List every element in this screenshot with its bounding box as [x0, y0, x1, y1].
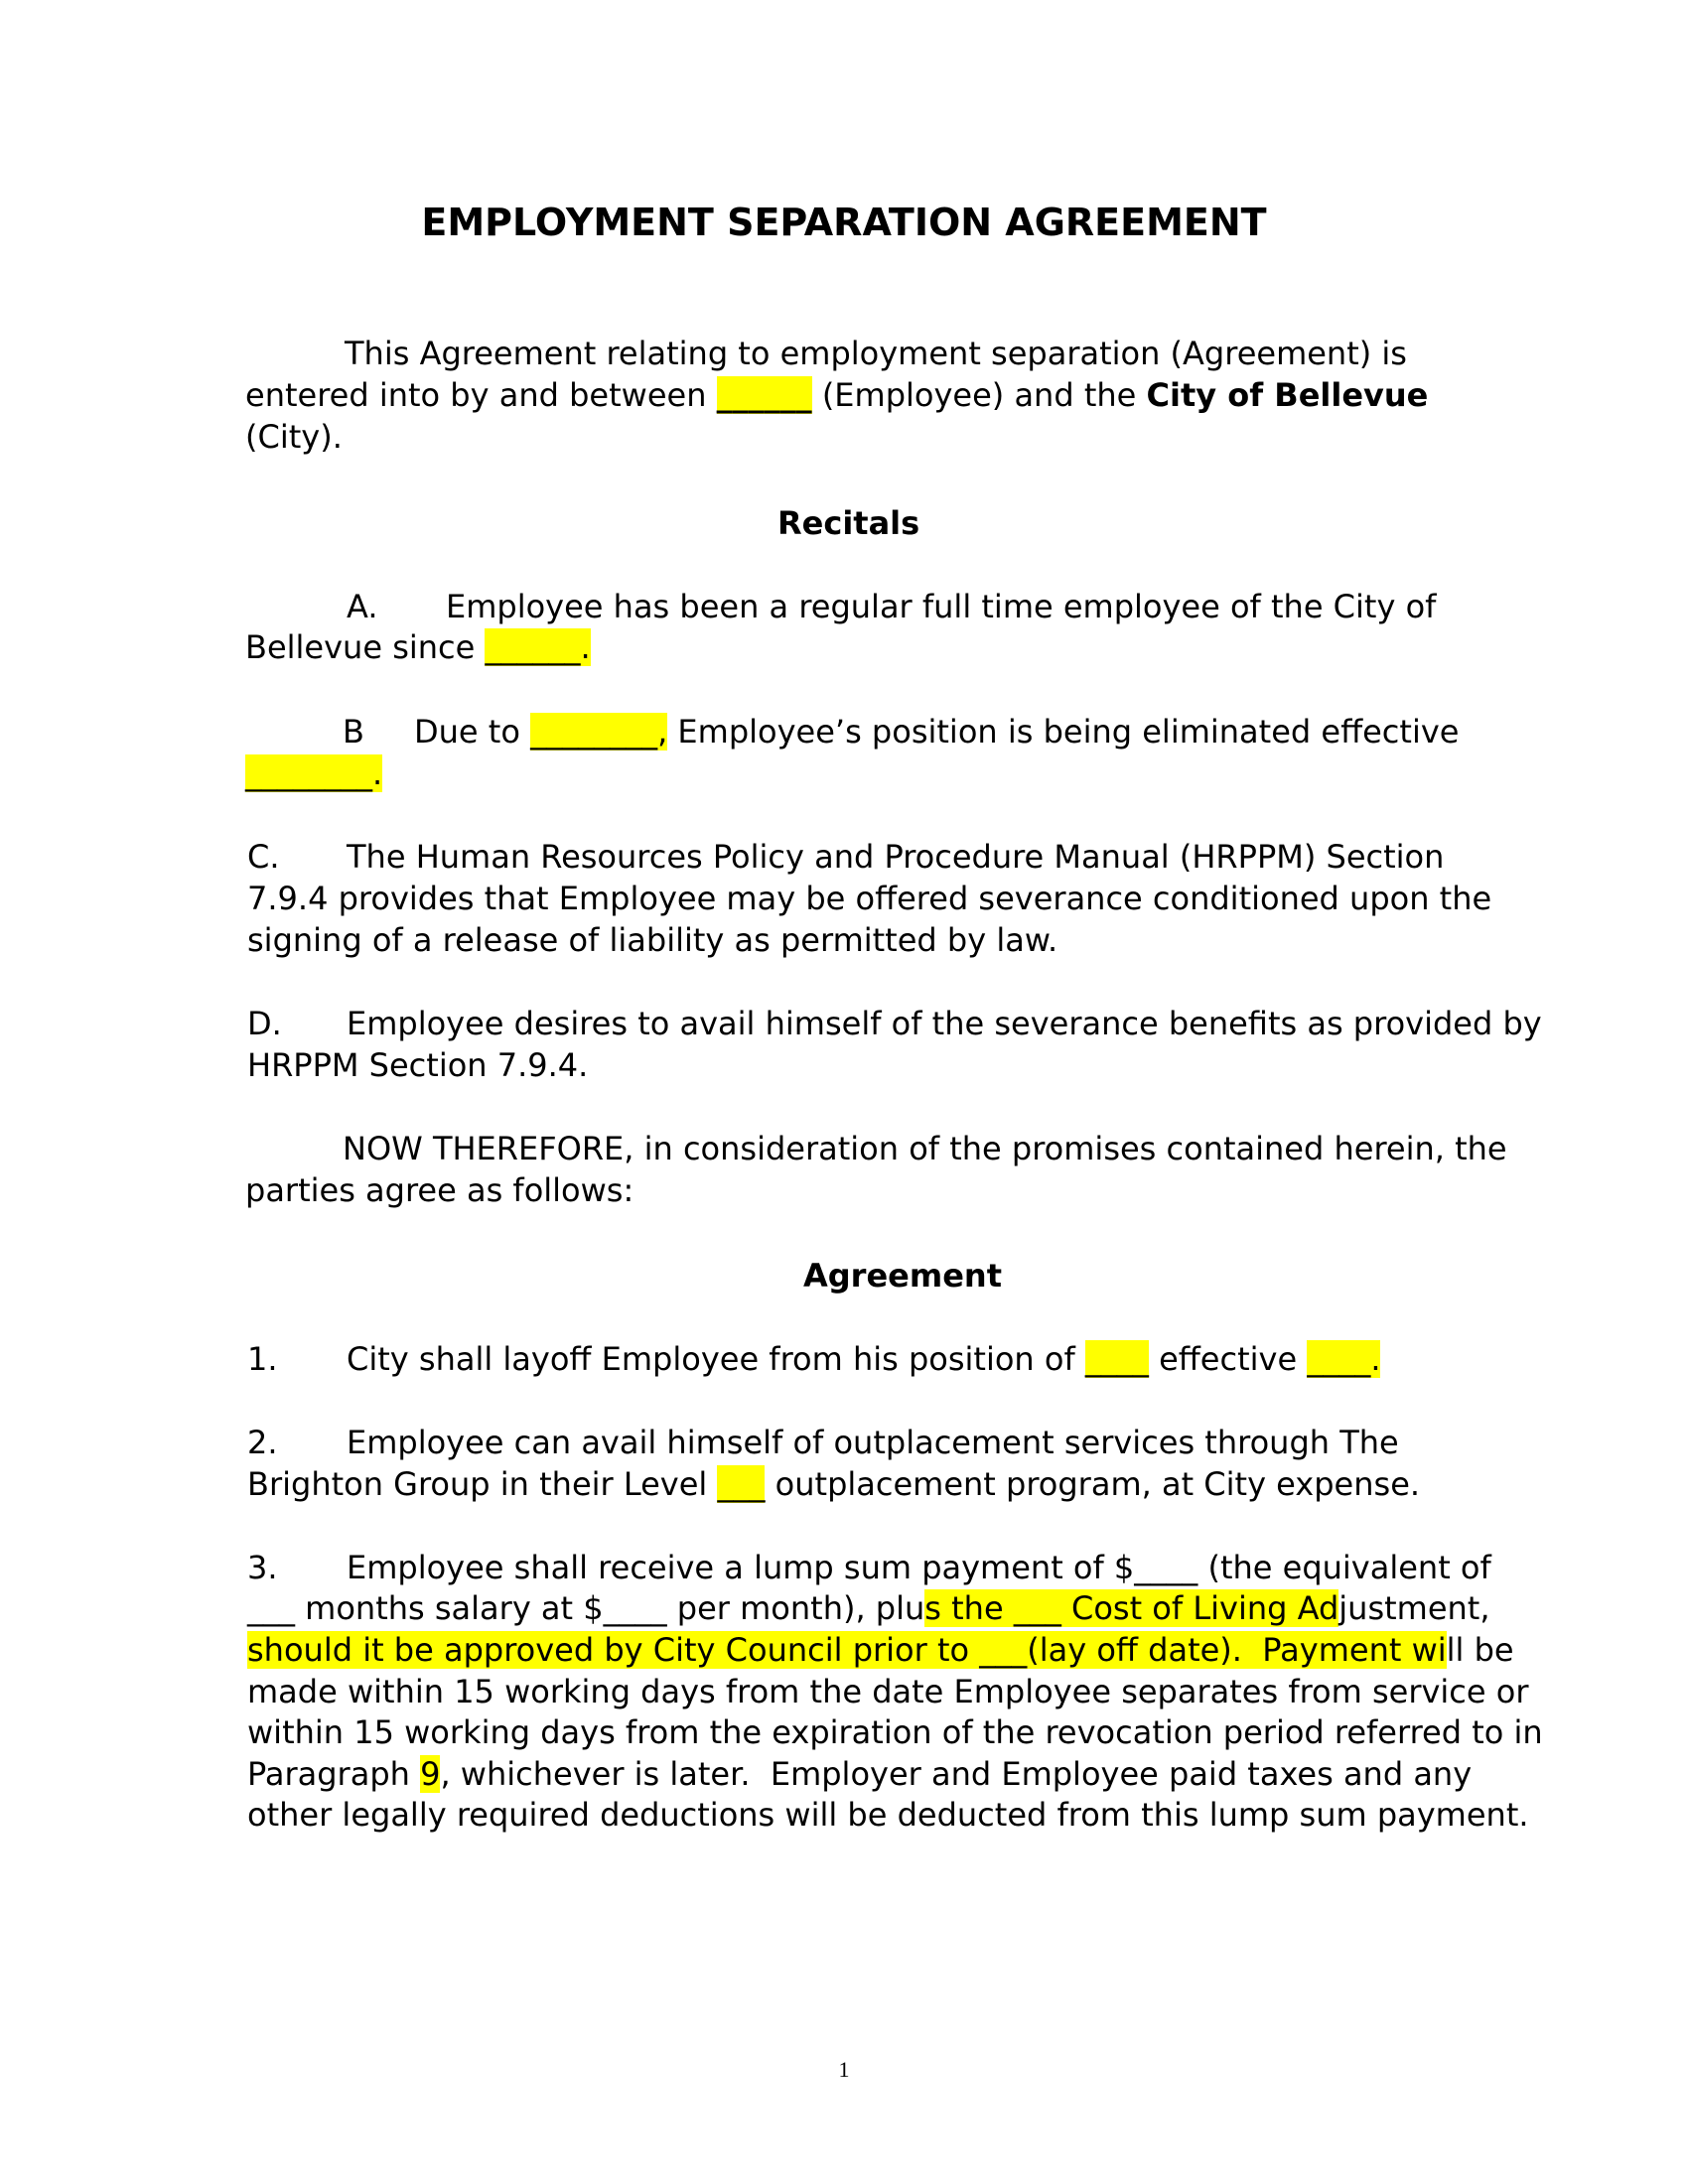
item-1-label: 1.: [247, 1340, 278, 1378]
item-1-text: City shall layoff Employee from his position of: [347, 1340, 1075, 1378]
intro-text-2: (Employee) and the: [821, 376, 1137, 414]
recital-a-blank: ______.: [485, 628, 591, 666]
item-3-line-3: [247, 1631, 1514, 1669]
recital-b-label: B: [343, 713, 364, 751]
intro-line-2: [245, 376, 1429, 414]
item-2-text: Brighton Group in their Level: [247, 1465, 708, 1503]
highlighted-text: should it be approved by City Council prior to ___(lay off date). Payment wi: [247, 1631, 1447, 1669]
item-3-line-6: [247, 1755, 1473, 1793]
item-3-line-2: [247, 1589, 1490, 1627]
intro-line-3: (City).: [245, 418, 343, 456]
item-3-line-5: within 15 working days from the expiration of the revocation period referred to in: [247, 1713, 1543, 1751]
intro-text: entered into by and between: [245, 376, 707, 414]
paragraph-number-highlight: 9: [420, 1755, 441, 1793]
recital-b-blank-1: ________,: [530, 713, 668, 751]
item-2-line-1: Employee can avail himself of outplacement services through The: [347, 1424, 1399, 1461]
recital-d-line-2: HRPPM Section 7.9.4.: [247, 1046, 589, 1084]
recital-c-line-1: The Human Resources Policy and Procedure Manual (HRPPM) Section: [347, 838, 1445, 876]
recital-b-line-1: [414, 713, 1460, 751]
item-2-text-2: outplacement program, at City expense.: [774, 1465, 1421, 1503]
now-therefore-line-2: parties agree as follows:: [245, 1171, 634, 1209]
item-3-text-3: ll be: [1446, 1631, 1514, 1669]
recital-d-line-1: Employee desires to avail himself of the severance benefits as provided by: [347, 1005, 1542, 1042]
item-1-text-2: effective: [1159, 1340, 1298, 1378]
highlighted-text: s the ___ Cost of Living Ad: [924, 1589, 1339, 1627]
item-3-line-7: other legally required deductions will be deducted from this lump sum payment.: [247, 1796, 1529, 1834]
item-3-label: 3.: [247, 1549, 278, 1586]
now-therefore-line-1: NOW THEREFORE, in consideration of the promises contained herein, the: [343, 1130, 1507, 1167]
page-number: 1: [838, 2057, 850, 2082]
intro-line-1: This Agreement relating to employment separation (Agreement) is: [345, 335, 1407, 372]
level-blank: ___: [717, 1465, 766, 1503]
item-3-line-1: Employee shall receive a lump sum payment of $____ (the equivalent of: [347, 1549, 1491, 1586]
position-blank: ____: [1084, 1340, 1149, 1378]
city-name: City of Bellevue: [1146, 376, 1429, 414]
recital-a-text: Bellevue since: [245, 628, 476, 666]
recital-a-label: A.: [347, 588, 378, 625]
recital-b-text: Due to: [414, 713, 520, 751]
item-1-line: [347, 1340, 1381, 1378]
item-2-line-2: [247, 1465, 1421, 1503]
recital-c-line-3: signing of a release of liability as permitted by law.: [247, 921, 1058, 959]
document-title: EMPLOYMENT SEPARATION AGREEMENT: [421, 201, 1267, 244]
employee-blank: ______: [716, 376, 812, 414]
recital-b-text-2: Employee’s position is being eliminated effective: [677, 713, 1460, 751]
recital-a-line-1: Employee has been a regular full time employee of the City of: [446, 588, 1437, 625]
effective-date-blank: ____.: [1307, 1340, 1381, 1378]
item-3-text-5: , whichever is later. Employer and Employee paid taxes and any: [440, 1755, 1473, 1793]
item-3-line-4: made within 15 working days from the date Employee separates from service or: [247, 1673, 1529, 1710]
recital-b-blank-2: ________.: [245, 754, 383, 792]
recital-b-line-2: [245, 754, 383, 792]
recitals-heading: Recitals: [777, 504, 920, 542]
item-3-text: ___ months salary at $____ per month), plu: [247, 1589, 925, 1627]
recital-d-label: D.: [247, 1005, 282, 1042]
item-3-text-4: Paragraph: [247, 1755, 421, 1793]
item-2-label: 2.: [247, 1424, 278, 1461]
recital-c-label: C.: [247, 838, 280, 876]
recital-a-line-2: [245, 628, 591, 666]
recital-c-line-2: 7.9.4 provides that Employee may be offered severance conditioned upon the: [247, 880, 1492, 917]
item-3-text-2: justment,: [1338, 1589, 1490, 1627]
agreement-heading: Agreement: [803, 1257, 1002, 1295]
